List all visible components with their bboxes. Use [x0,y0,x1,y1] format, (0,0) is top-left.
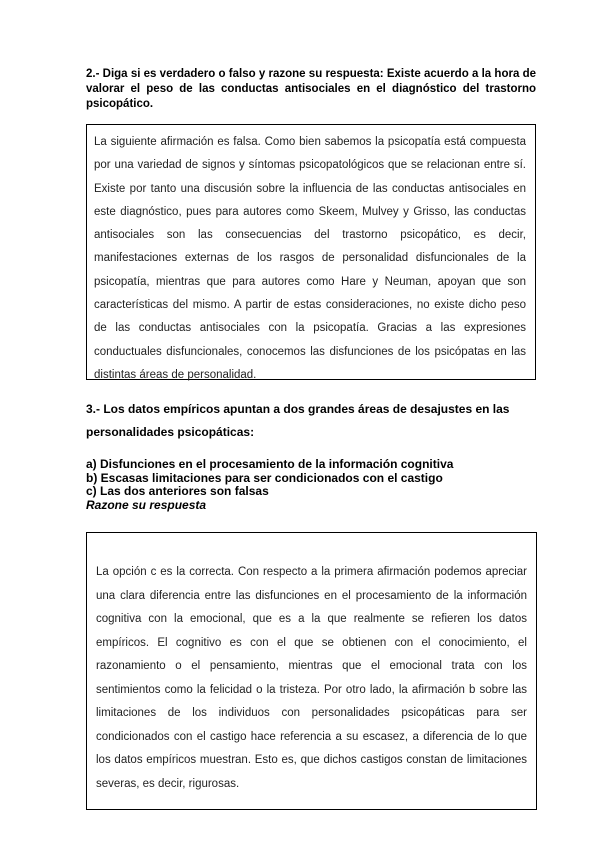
question-3-instruction: Razone su respuesta [86,497,207,512]
question-3-answer-text: La opción c es la correcta. Con respecto a la primera afirmación podemos apreciar una clara diferencia entre las disfunciones en el procesamiento de la información cognitiva con la emocional, que es a la que realmente se refieren los datos empíricos. El cognitivo es con el que se obtienen con el conocimiento, el razonamiento o el pensamiento, mientras que el emocional trata con los sentimientos como la felicidad o la tristeza. Por otro lado, la afirmación b sobre las limitaciones de los individuos con personalidades psicopáticas para ser condicionados con el castigo hace referencia a su escasez, a diferencia de lo que los datos empíricos muestran. Esto es, que dichos castigos constan de limitaciones severas, es decir, rigurosas. [96,566,527,790]
question-3-answer-box [86,532,537,810]
option-c: c) Las dos anteriores son falsas [86,484,269,498]
question-2-answer-box [86,124,536,380]
option-a: a) Disfunciones en el procesamiento de la información cognitiva [86,457,454,471]
question-3-heading: 3.- Los datos empíricos apuntan a dos grandes áreas de desajustes en las personalidades psicopáticas: [86,402,510,439]
question-2-answer-text: La siguiente afirmación es falsa. Como bien sabemos la psicopatía está compuesta por una variedad de signos y síntomas psicopatológicos que se relacionan entre sí. Existe por tanto una discusión sobre la influencia de las conductas antisociales en este diagnóstico, pues para autores como Skeem, Mulvey y Grisso, las conductas antisociales son las consecuencias del trastorno psicopático, es decir, manifestaciones externas de los rasgos de personalidad disfuncionales de la psicopatía, mientras que para autores como Hare y Neuman, apoyan que son características del mismo. A partir de estas consideraciones, no existe dicho peso de las conductas antisociales con la psicopatía. Gracias a las expresiones conductuales disfuncionales, conocemos las disfunciones de los psicópatas en las distintas áreas de personalidad. [94,136,526,381]
question-2-heading: 2.- Diga si es verdadero o falso y razone su respuesta: Existe acuerdo a la hora de valorar el peso de las conductas antisociales en el diagnóstico del trastorno psicopático. [86,68,536,110]
question-3-options [86,458,536,512]
option-b: b) Escasas limitaciones para ser condicionados con el castigo [86,470,443,485]
